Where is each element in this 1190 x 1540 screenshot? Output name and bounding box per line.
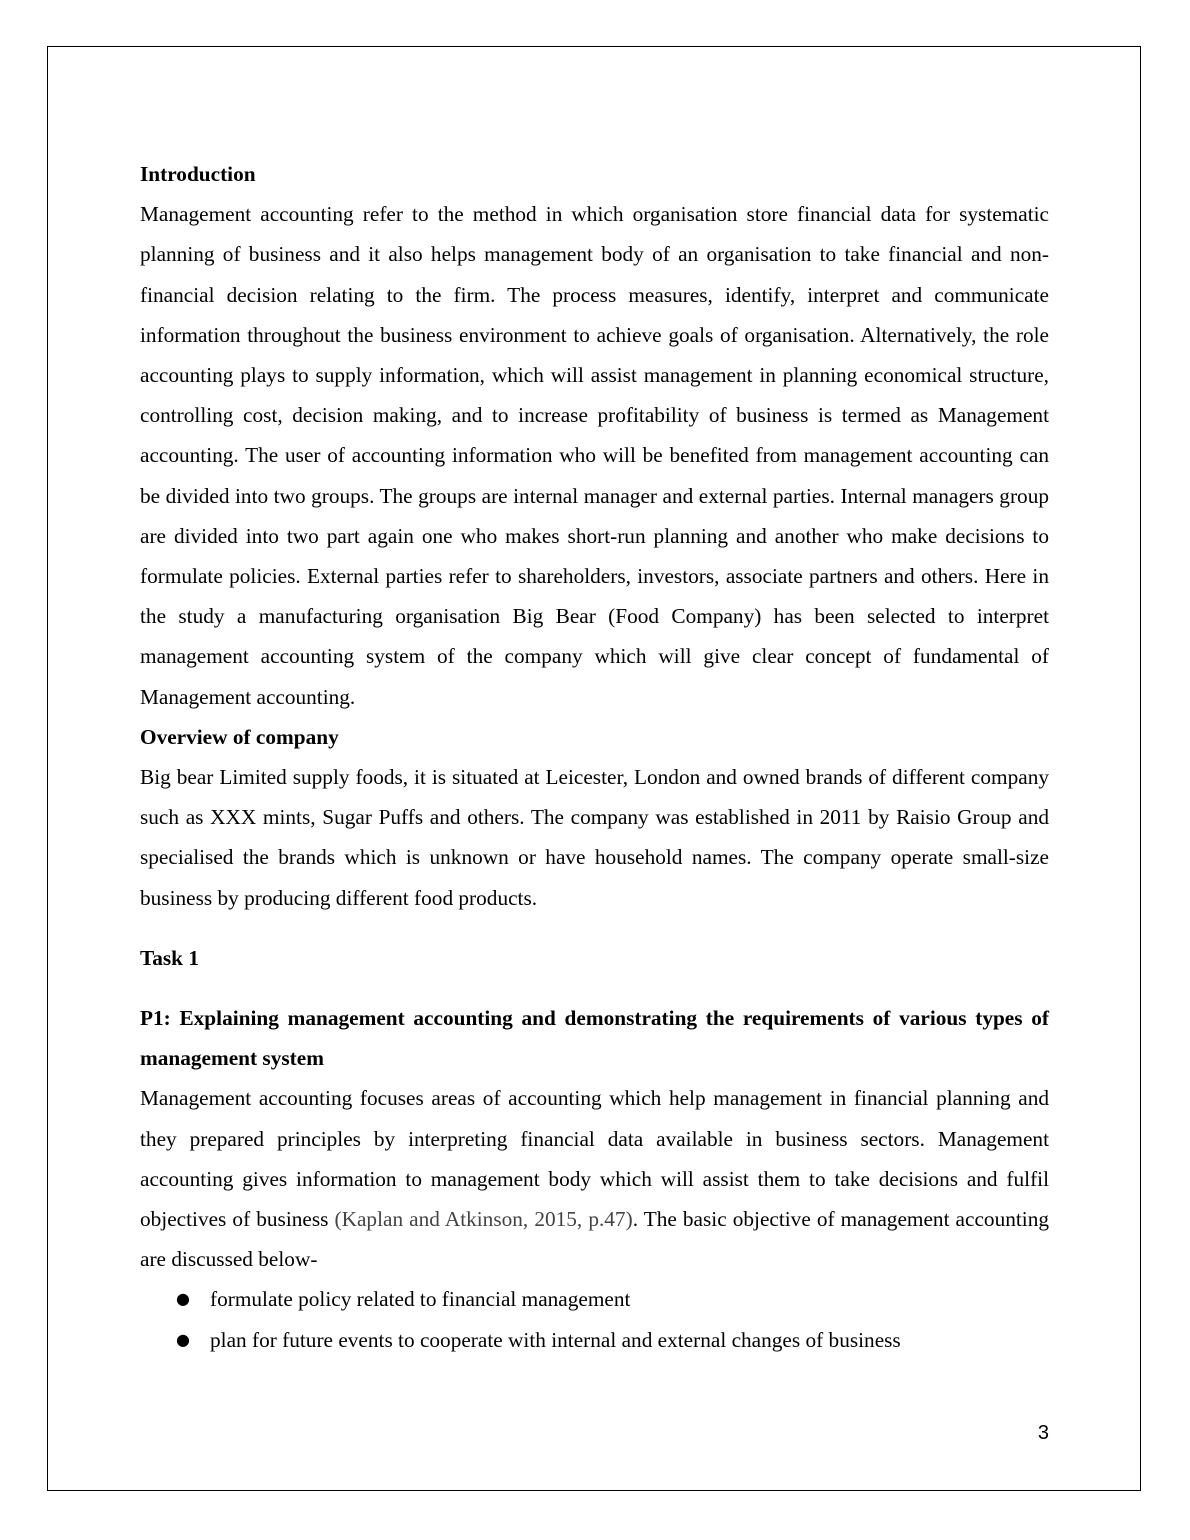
introduction-heading: Introduction xyxy=(140,162,256,186)
bullet-icon: ● xyxy=(176,1289,190,1309)
objectives-list xyxy=(140,1279,1049,1359)
section-spacer xyxy=(140,978,1049,998)
p1-text-after-citation: . The basic objective of management accounting are discussed below- xyxy=(140,1207,1049,1272)
list-item-text: formulate policy related to financial management xyxy=(210,1287,631,1312)
section-spacer xyxy=(140,918,1049,938)
overview-paragraph: Big bear Limited supply foods, it is situated at Leicester, London and owned brands of different company such as XXX mints, Sugar Puffs and others. The company was established in 2011 by Raisio Group and specialised the brands which is unknown or have household names. The company operate small-size business by producing different food products. xyxy=(140,765,1049,910)
p1-text-before-citation: Management accounting focuses areas of accounting which help management in financial planning and they prepared principles by interpreting financial data available in business sectors. Management accounting gives information to management body which will assist them to take decisions and fulfil objectives of business xyxy=(140,1086,1049,1232)
list-item xyxy=(140,1320,1049,1360)
task-heading: Task 1 xyxy=(140,945,200,970)
list-item-text: plan for future events to cooperate with internal and external changes of business xyxy=(210,1327,901,1352)
p1-heading: P1: Explaining management accounting and demonstrating the requirements of various types of management system xyxy=(140,1006,1049,1071)
list-item xyxy=(140,1279,1049,1319)
citation: (Kaplan and Atkinson, 2015, p.47) xyxy=(334,1207,633,1232)
p1-paragraph xyxy=(140,1078,1049,1279)
overview-heading: Overview of company xyxy=(140,724,339,749)
document-body xyxy=(140,154,1049,1360)
introduction-paragraph: Management accounting refer to the method in which organisation store financial data for systematic planning of business and it also helps management body of an organisation to take financial and non-financial decision relating to the firm. The process measures, identify, interpret and communicate information throughout the business environment to achieve goals of organisation. Alternatively, the role accounting plays to supply information, which will assist management in planning economical structure, controlling cost, decision making, and to increase profitability of business is termed as Management accounting. The user of accounting information who will be benefited from management accounting can be divided into two groups. The groups are internal manager and external parties. Internal managers group are divided into two part again one who makes short-run planning and another who make decisions to formulate policies. External parties refer to shareholders, investors, associate partners and others. Here in the study a manufacturing organisation Big Bear (Food Company) has been selected to interpret management accounting system of the company which will give clear concept of fundamental of Management accounting. xyxy=(140,202,1049,709)
bullet-icon: ● xyxy=(176,1329,190,1349)
page-number: 3 xyxy=(1037,1422,1049,1444)
